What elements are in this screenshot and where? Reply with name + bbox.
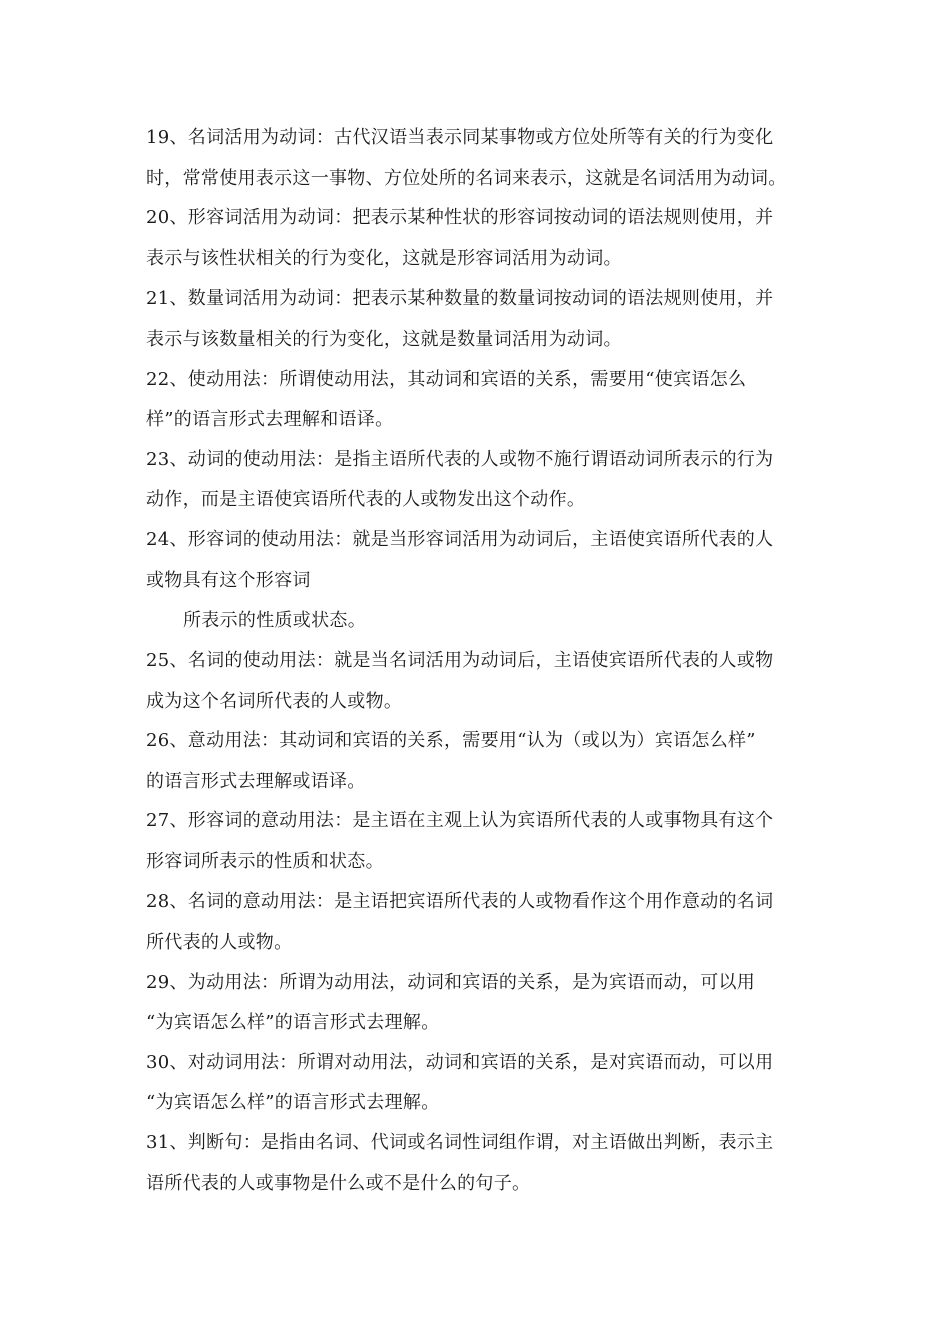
text-line: 20、形容词活用为动词：把表示某种性状的形容词按动词的语法规则使用，并 (146, 207, 774, 228)
text-line: 或物具有这个形容词 (146, 570, 311, 591)
text-line: 表示与该数量相关的行为变化，这就是数量词活用为动词。 (146, 329, 622, 350)
text-line: 29、为动用法：所谓为动用法，动词和宾语的关系，是为宾语而动，可以用 (146, 972, 756, 993)
text-line: 30、对动词用法：所谓对动用法，动词和宾语的关系，是对宾语而动，可以用 (146, 1052, 774, 1073)
text-line: “为宾语怎么样”的语言形式去理解。 (146, 1092, 440, 1113)
text-line: 26、意动用法：其动词和宾语的关系，需要用“认为（或以为）宾语怎么样” (146, 730, 756, 751)
text-line: 19、名词活用为动词：古代汉语当表示同某事物或方位处所等有关的行为变化 (146, 127, 774, 148)
text-line: 25、名词的使动用法：就是当名词活用为动词后，主语使宾语所代表的人或物 (146, 650, 774, 671)
text-line: 表示与该性状相关的行为变化，这就是形容词活用为动词。 (146, 248, 622, 269)
text-line: 的语言形式去理解或语译。 (146, 771, 366, 792)
text-line: 语所代表的人或事物是什么或不是什么的句子。 (146, 1173, 531, 1194)
text-line: 成为这个名词所代表的人或物。 (146, 691, 403, 712)
text-line: 24、形容词的使动用法：就是当形容词活用为动词后，主语使宾语所代表的人 (146, 529, 774, 550)
text-line: 31、判断句：是指由名词、代词或名词性词组作谓，对主语做出判断，表示主 (146, 1132, 774, 1153)
text-line: 时，常常使用表示这一事物、方位处所的名词来表示，这就是名词活用为动词。 (146, 168, 787, 189)
text-line: 27、形容词的意动用法：是主语在主观上认为宾语所代表的人或事物具有这个 (146, 810, 774, 831)
text-line: “为宾语怎么样”的语言形式去理解。 (146, 1012, 440, 1033)
text-line: 21、数量词活用为动词：把表示某种数量的数量词按动词的语法规则使用，并 (146, 288, 774, 309)
text-line: 形容词所表示的性质和状态。 (146, 851, 384, 872)
text-line: 23、动词的使动用法：是指主语所代表的人或物不施行谓语动词所表示的行为 (146, 449, 774, 470)
text-line: 动作，而是主语使宾语所代表的人或物发出这个动作。 (146, 489, 586, 510)
text-line: 22、使动用法：所谓使动用法，其动词和宾语的关系，需要用“使宾语怎么 (146, 369, 747, 390)
text-line: 样”的语言形式去理解和语译。 (146, 409, 394, 430)
text-line: 28、名词的意动用法：是主语把宾语所代表的人或物看作这个用作意动的名词 (146, 891, 774, 912)
text-line: 所代表的人或物。 (146, 932, 293, 953)
text-line: 所表示的性质或状态。 (183, 610, 366, 631)
